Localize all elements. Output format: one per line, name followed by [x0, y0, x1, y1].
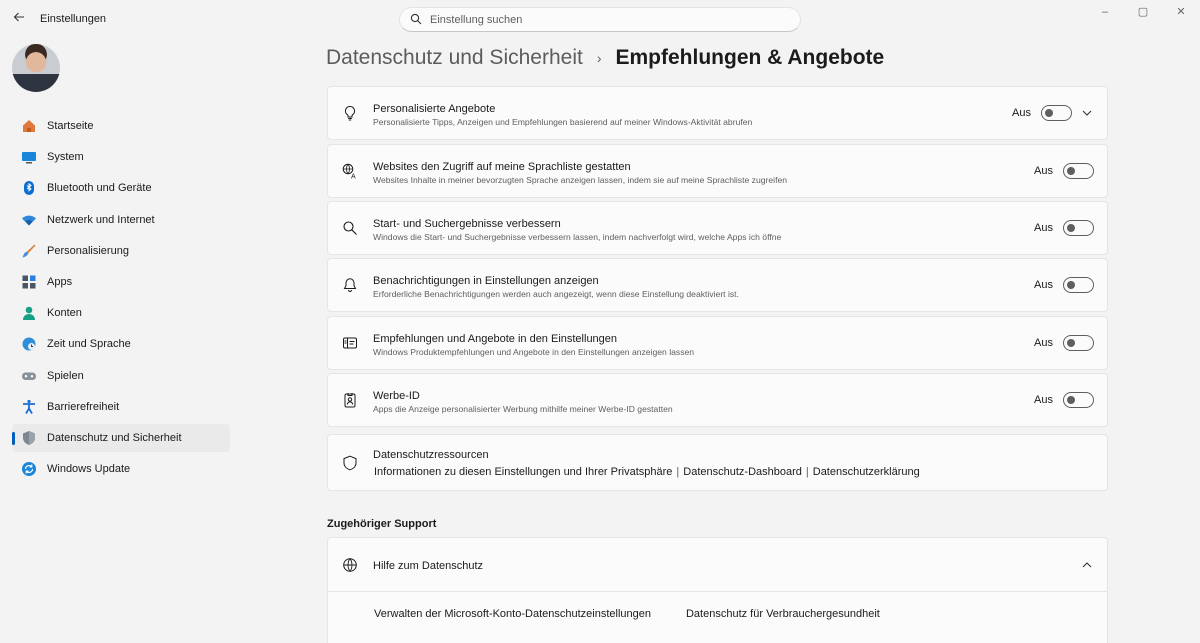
help-links	[374, 608, 915, 620]
svg-text:A: A	[351, 173, 356, 179]
resources-links	[374, 466, 920, 478]
setting-description: Erforderliche Benachrichtigungen werden auch angezeigt, wenn diese Einstellung deaktiviert ist.	[373, 289, 739, 299]
toggle-group	[1034, 392, 1094, 408]
close-button[interactable]: ✕	[1176, 6, 1186, 18]
setting-description: Personalisierte Tipps, Anzeigen und Empfehlungen basierend auf meiner Windows-Aktivität abrufen	[373, 117, 753, 127]
wifi-icon	[21, 212, 37, 228]
setting-description: Windows die Start- und Suchergebnisse verbessern lassen, indem nachverfolgt wird, welche Apps ich öffne	[373, 232, 782, 242]
toggle-group	[1034, 220, 1094, 236]
sidebar-item-label: Startseite	[47, 120, 94, 132]
setting-description: Websites Inhalte in meiner bevorzugten Sprache anzeigen lassen, indem sie auf meine Sprachliste zugreifen	[373, 175, 788, 185]
sidebar-item-netzwerk[interactable]	[12, 206, 230, 234]
toggle-switch[interactable]	[1041, 105, 1072, 121]
sidebar-item-system[interactable]	[12, 143, 230, 171]
lightbulb-icon	[342, 105, 358, 121]
back-button[interactable]	[11, 10, 27, 26]
home-icon	[21, 118, 37, 134]
sidebar-item-label: Apps	[47, 275, 73, 288]
toggle-switch[interactable]	[1063, 335, 1094, 351]
link-separator: |	[676, 466, 680, 478]
sidebar-item-konten[interactable]	[12, 299, 230, 327]
setting-card-personalisierte-angebote[interactable]	[327, 86, 1108, 140]
help-card	[327, 537, 1108, 643]
setting-title: Werbe-ID	[373, 390, 420, 402]
breadcrumb-separator: ›	[596, 50, 602, 66]
setting-description: Apps die Anzeige personalisierter Werbung mithilfe meiner Werbe-ID gestatten	[373, 404, 673, 414]
shield-icon	[21, 430, 37, 446]
shield-icon	[342, 455, 358, 471]
avatar[interactable]	[12, 44, 60, 92]
toggle-switch[interactable]	[1063, 220, 1094, 236]
apps-icon	[21, 274, 37, 290]
setting-title: Benachrichtigungen in Einstellungen anzeigen	[373, 275, 599, 287]
sidebar-nav	[12, 112, 230, 486]
toggle-group	[1012, 105, 1072, 121]
sidebar-item-label: Personalisierung	[47, 244, 129, 257]
section-heading: Zugehöriger Support	[327, 518, 437, 530]
sidebar-item-label: Bluetooth und Geräte	[47, 182, 152, 195]
badge-id-icon	[342, 392, 358, 408]
toggle-group	[1034, 335, 1094, 351]
search-input[interactable]	[430, 11, 790, 29]
recommendations-icon	[342, 335, 358, 351]
sidebar-item-personalisierung[interactable]	[12, 237, 230, 265]
bluetooth-icon	[21, 180, 37, 196]
setting-card-werbe-id[interactable]	[327, 373, 1108, 427]
maximize-button[interactable]: ▢	[1137, 6, 1149, 18]
sidebar-item-label: Spielen	[47, 369, 84, 382]
breadcrumb-parent[interactable]: Datenschutz und Sicherheit	[326, 46, 583, 69]
language-icon	[342, 163, 358, 179]
toggle-switch[interactable]	[1063, 277, 1094, 293]
privacy-resources-card	[327, 434, 1108, 491]
setting-description: Windows Produktempfehlungen und Angebote in den Einstellungen anzeigen lassen	[373, 347, 695, 357]
sidebar-item-label: Datenschutz und Sicherheit	[47, 431, 182, 444]
account-icon	[21, 305, 37, 321]
minimize-button[interactable]: –	[1101, 6, 1109, 18]
setting-title: Start- und Suchergebnisse verbessern	[373, 218, 561, 230]
help-title: Hilfe zum Datenschutz	[373, 560, 484, 572]
toggle-state-label: Aus	[1012, 107, 1031, 119]
sidebar-item-zeit-sprache[interactable]	[12, 330, 230, 358]
brush-icon	[21, 243, 37, 259]
sidebar-item-label: Zeit und Sprache	[47, 338, 131, 351]
sidebar-item-label: System	[47, 151, 84, 164]
accessibility-icon	[21, 399, 37, 415]
toggle-switch[interactable]	[1063, 163, 1094, 179]
chevron-down-icon[interactable]	[1081, 107, 1093, 119]
page-title: Empfehlungen & Angebote	[615, 46, 885, 69]
arrow-left-icon	[13, 11, 25, 23]
gamepad-icon	[21, 368, 37, 384]
sidebar-item-datenschutz[interactable]	[12, 424, 230, 452]
toggle-state-label: Aus	[1034, 222, 1053, 234]
window-controls	[1086, 0, 1200, 30]
privacy-statement-link[interactable]: Datenschutzerklärung	[812, 466, 920, 478]
title-bar	[0, 0, 1200, 38]
sidebar-item-bluetooth[interactable]	[12, 174, 230, 202]
setting-card-sprachliste[interactable]	[327, 144, 1108, 198]
privacy-dashboard-link[interactable]: Datenschutz-Dashboard	[683, 466, 802, 478]
setting-card-suchergebnisse[interactable]	[327, 201, 1108, 255]
sidebar-item-spielen[interactable]	[12, 362, 230, 390]
privacy-info-link[interactable]: Informationen zu diesen Einstellungen und Ihrer Privatsphäre	[374, 466, 673, 478]
bell-icon	[342, 277, 358, 293]
sidebar-item-label: Windows Update	[47, 463, 131, 476]
monitor-icon	[21, 149, 37, 165]
toggle-state-label: Aus	[1034, 394, 1053, 406]
sidebar-item-apps[interactable]	[12, 268, 230, 296]
setting-title: Empfehlungen und Angebote in den Einstellungen	[373, 333, 618, 345]
breadcrumb	[326, 46, 884, 70]
link-separator: |	[805, 466, 809, 478]
toggle-state-label: Aus	[1034, 279, 1053, 291]
toggle-state-label: Aus	[1034, 337, 1053, 349]
toggle-group	[1034, 163, 1094, 179]
setting-card-empfehlungen[interactable]	[327, 316, 1108, 370]
sidebar-item-windows-update[interactable]	[12, 455, 230, 483]
sidebar-item-label: Netzwerk und Internet	[47, 213, 155, 226]
toggle-switch[interactable]	[1063, 392, 1094, 408]
sidebar-item-startseite[interactable]	[12, 112, 230, 140]
globe-clock-icon	[21, 336, 37, 352]
consumer-health-privacy-link[interactable]: Datenschutz für Verbrauchergesundheit	[685, 608, 880, 620]
manage-account-privacy-link[interactable]: Verwalten der Microsoft-Konto-Datenschutzeinstellungen	[374, 608, 651, 620]
setting-card-benachrichtigungen[interactable]	[327, 258, 1108, 312]
toggle-state-label: Aus	[1034, 165, 1053, 177]
app-title: Einstellungen	[40, 13, 107, 25]
sidebar-item-label: Barrierefreiheit	[47, 400, 120, 413]
update-icon	[21, 461, 37, 477]
chevron-up-icon[interactable]	[1081, 559, 1093, 571]
toggle-group	[1034, 277, 1094, 293]
globe-icon	[342, 557, 358, 573]
help-header[interactable]	[328, 538, 1107, 592]
setting-title: Personalisierte Angebote	[373, 103, 496, 115]
search-box[interactable]	[399, 7, 801, 32]
sidebar-item-barrierefreiheit[interactable]	[12, 393, 230, 421]
search-icon	[342, 220, 358, 236]
resources-title: Datenschutzressourcen	[373, 449, 489, 461]
setting-title: Websites den Zugriff auf meine Sprachliste gestatten	[373, 161, 631, 173]
sidebar-item-label: Konten	[47, 307, 82, 320]
search-icon	[410, 13, 422, 25]
